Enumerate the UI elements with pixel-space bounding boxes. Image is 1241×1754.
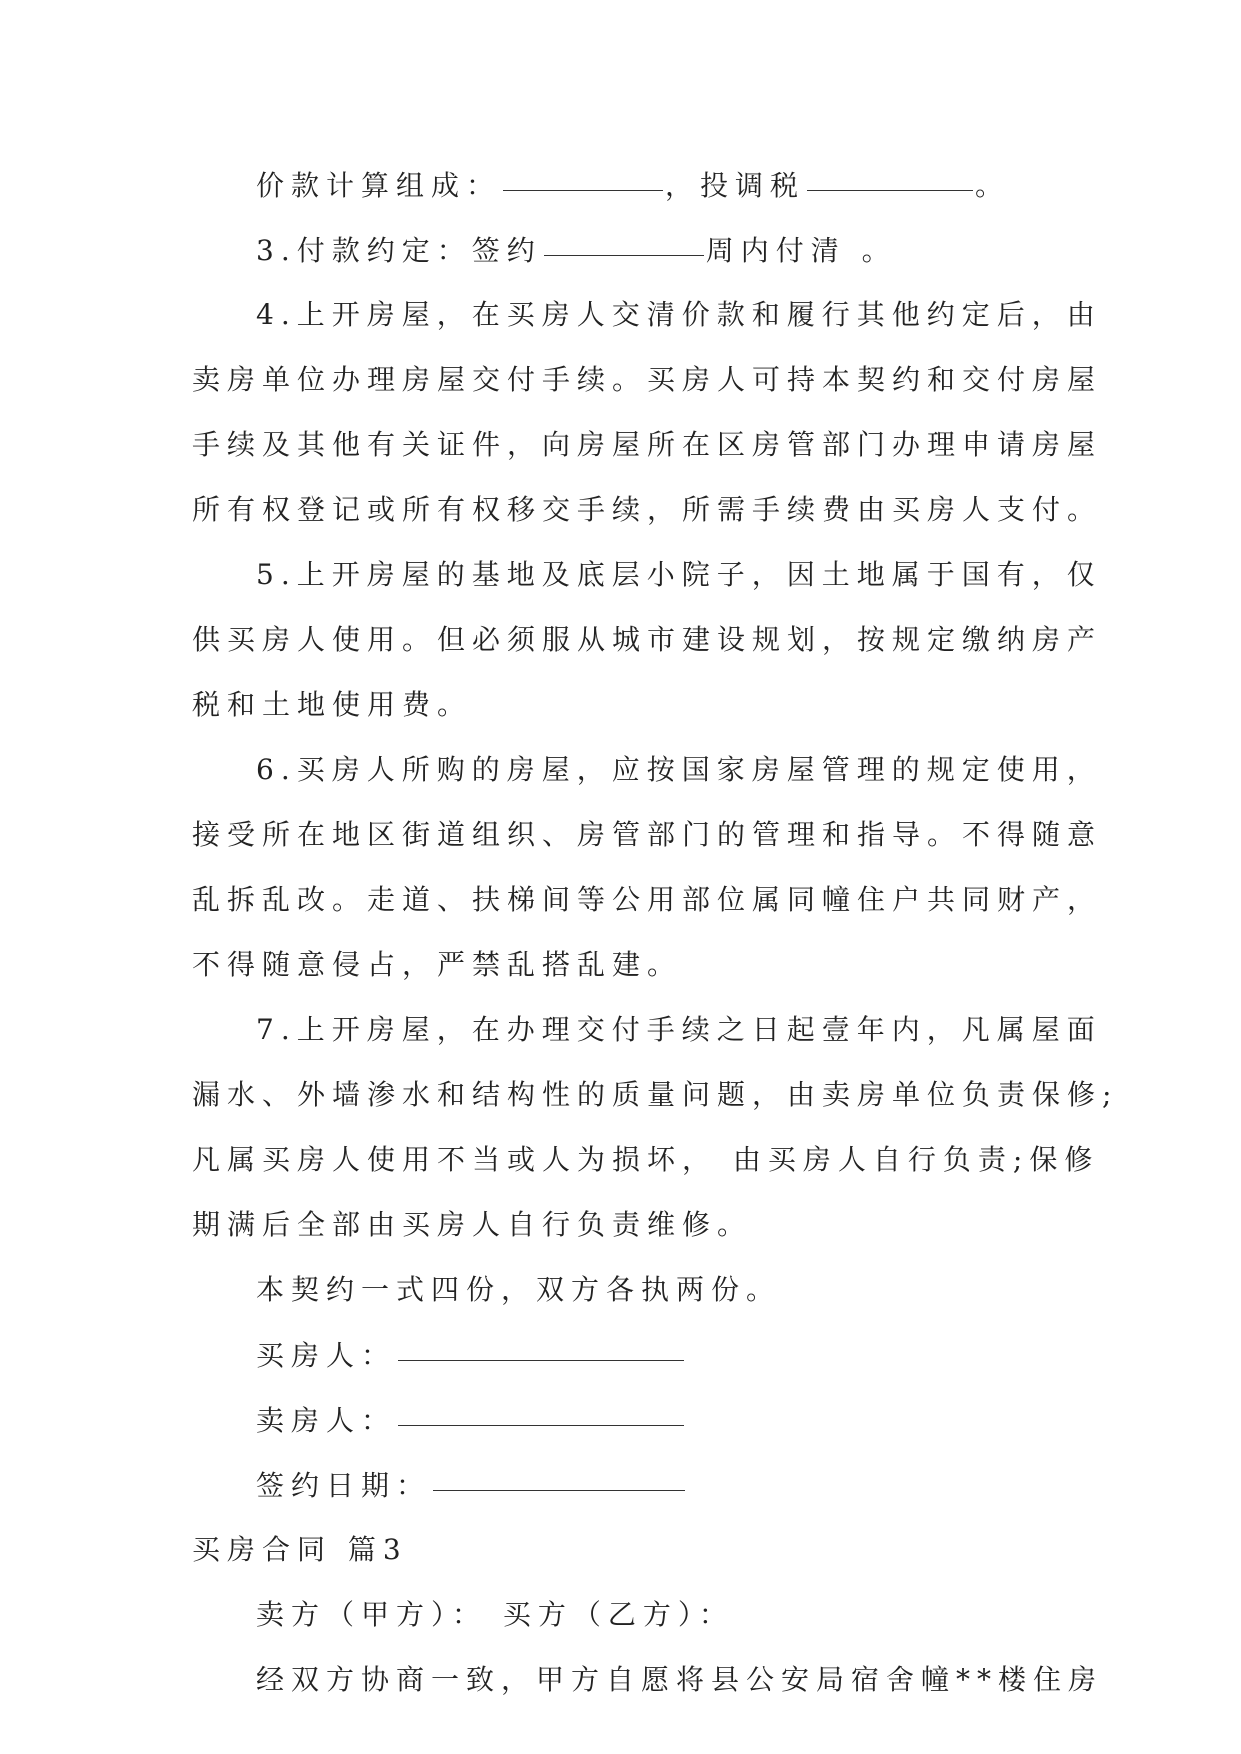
tax-label: ，投调税 bbox=[665, 169, 806, 202]
buyer-blank bbox=[398, 1332, 684, 1361]
clause-5-line-3: 税和土地使用费。 bbox=[192, 688, 473, 721]
clause-6-line-4: 不得随意侵占，严禁乱搭乱建。 bbox=[192, 948, 683, 981]
seller-blank bbox=[398, 1397, 684, 1426]
seller-signature-line bbox=[192, 1397, 1072, 1442]
clause-7-line-1: 7.上开房屋，在办理交付手续之日起壹年内，凡属屋面 bbox=[256, 1013, 1102, 1046]
clause-7-line-4: 期满后全部由买房人自行负责维修。 bbox=[192, 1208, 753, 1241]
payment-line bbox=[192, 227, 1072, 272]
price-composition-line bbox=[192, 162, 1072, 207]
tax-blank bbox=[807, 162, 973, 191]
clause-7-line-3: 凡属买房人使用不当或人为损坏， 由买房人自行负责;保修 bbox=[192, 1143, 1100, 1176]
date-line bbox=[192, 1462, 1072, 1507]
clause-4-line-3: 手续及其他有关证件，向房屋所在区房管部门办理申请房屋 bbox=[192, 428, 1103, 461]
clause-4-line-4: 所有权登记或所有权移交手续，所需手续费由买房人支付。 bbox=[192, 493, 1103, 526]
price-blank bbox=[503, 162, 663, 191]
buyer-signature-line bbox=[192, 1332, 1072, 1377]
parties-line: 卖方（甲方）： 买方（乙方）： bbox=[256, 1598, 734, 1631]
clause-6-line-3: 乱拆乱改。走道、扶梯间等公用部位属同幢住户共同财产， bbox=[192, 883, 1103, 916]
section-title: 买房合同 篇3 bbox=[192, 1533, 408, 1566]
clause-6-line-2: 接受所在地区街道组织、房管部门的管理和指导。不得随意 bbox=[192, 818, 1103, 851]
copies-statement: 本契约一式四份，双方各执两份。 bbox=[256, 1273, 782, 1306]
payment-weeks-blank bbox=[544, 227, 704, 256]
intro-line: 经双方协商一致，甲方自愿将县公安局宿舍幢**楼住房 bbox=[256, 1663, 1104, 1696]
clause-6-line-1: 6.买房人所购的房屋，应按国家房屋管理的规定使用， bbox=[256, 753, 1102, 786]
price-end: 。 bbox=[975, 169, 1011, 202]
seller-label: 卖房人： bbox=[256, 1404, 397, 1437]
clause-7-line-2: 漏水、外墙渗水和结构性的质量问题，由卖房单位负责保修; bbox=[192, 1078, 1119, 1111]
price-label: 价款计算组成： bbox=[256, 169, 502, 202]
payment-label: 3.付款约定：签约 bbox=[256, 234, 542, 267]
date-blank bbox=[433, 1462, 685, 1491]
buyer-label: 买房人： bbox=[256, 1339, 397, 1372]
clause-5-line-2: 供买房人使用。但必须服从城市建设规划，按规定缴纳房产 bbox=[192, 623, 1103, 656]
date-label: 签约日期： bbox=[256, 1469, 432, 1502]
payment-end: 周内付清 。 bbox=[705, 234, 897, 267]
clause-5-line-1: 5.上开房屋的基地及底层小院子，因土地属于国有，仅 bbox=[256, 558, 1102, 591]
clause-4-line-1: 4.上开房屋，在买房人交清价款和履行其他约定后，由 bbox=[256, 298, 1102, 331]
clause-4-line-2: 卖房单位办理房屋交付手续。买房人可持本契约和交付房屋 bbox=[192, 363, 1103, 396]
document-body bbox=[192, 162, 1119, 1702]
